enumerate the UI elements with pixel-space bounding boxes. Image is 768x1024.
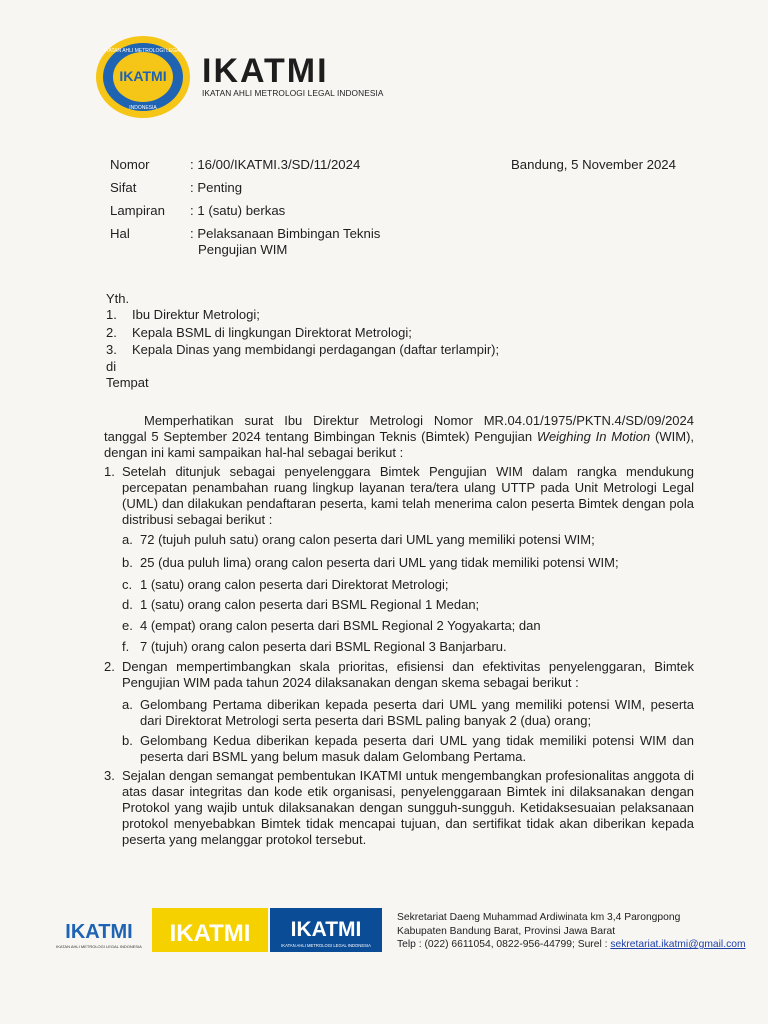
footer-logo-sub: IKATAN AHLI METROLOGI LEGAL INDONESIA — [56, 944, 142, 949]
sifat-label: Sifat — [110, 180, 137, 195]
seal-ring-text: IKATAN AHLI METROLOGI LEGAL — [103, 48, 183, 54]
hal-value-2: Pengujian WIM — [198, 242, 288, 257]
yth-text: Yth. — [106, 291, 130, 306]
tempat-text: Tempat — [106, 375, 149, 390]
ikatmi-seal-logo — [94, 34, 192, 120]
footer-logo-blue — [270, 908, 382, 952]
sub-item-text: 72 (tujuh puluh satu) orang calon peserta dari UML yang memiliki potensi WIM; — [140, 532, 595, 547]
sub-item-num: e. — [122, 618, 133, 633]
brand-subtitle: IKATAN AHLI METROLOGI LEGAL INDONESIA — [202, 88, 384, 98]
footer-logo-text: IKATMI — [290, 918, 362, 941]
footer-logo-sub: IKATAN AHLI METROLOGI LEGAL INDONESIA — [281, 943, 371, 948]
footer-logo-white — [48, 908, 150, 952]
sub-item-num: a. — [122, 532, 133, 547]
recipient-item: Ibu Direktur Metrologi; — [132, 307, 260, 322]
point-number: 3. — [104, 768, 115, 783]
sub-item-text: Gelombang Pertama diberikan kepada peserta dari UML yang memiliki potensi WIM, peserta dari Direktorat Metrologi serta peserta dari BSML paling banyak 2 (dua) orang; — [140, 697, 694, 728]
sub-item-num: d. — [122, 597, 133, 612]
recipient-num: 2. — [106, 325, 117, 340]
seal-bottom-text: INDONESIA — [129, 105, 157, 111]
sub-item-text: 1 (satu) orang calon peserta dari BSML Regional 1 Medan; — [140, 597, 480, 612]
intro-italic: Weighing In Motion — [536, 429, 651, 444]
footer-address-2: Kabupaten Bandung Barat, Provinsi Jawa Barat — [397, 926, 616, 937]
sub-item-num: f. — [122, 639, 130, 654]
sub-item-text: Gelombang Kedua diberikan kepada peserta dari UML yang tidak memiliki potensi WIM dan peserta dari BSML yang belum masuk dalam Gelombang Pertama. — [140, 733, 694, 764]
contact-text: Telp : (022) 6611054, 0822-956-44799; Surel : — [397, 939, 611, 950]
intro-paragraph — [104, 413, 694, 461]
recipient-item: Kepala BSML di lingkungan Direktorat Metrologi; — [132, 325, 412, 340]
sub-item-text: 1 (satu) orang calon peserta dari Direktorat Metrologi; — [140, 577, 449, 592]
letter-date: Bandung, 5 November 2024 — [511, 157, 676, 172]
lampiran-label: Lampiran — [110, 203, 165, 218]
sub-item-num: a. — [122, 697, 133, 712]
point-2-text: Dengan mempertimbangkan skala prioritas, efisiensi dan efektivitas penyelenggaran, Bimtek Pengujian WIM pada tahun 2024 dilaksanakan dengan skema sebagai berikut : — [122, 659, 694, 690]
recipient-num: 1. — [106, 307, 117, 322]
footer-logo-yellow — [152, 908, 268, 952]
sub-item-num: b. — [122, 733, 133, 748]
brand-name: IKATMI — [202, 52, 329, 90]
lampiran-value: : 1 (satu) berkas — [190, 203, 286, 218]
footer-logo-text: IKATMI — [65, 921, 133, 943]
recipient-item: Kepala Dinas yang membidangi perdagangan (daftar terlampir); — [132, 342, 500, 357]
recipient-num: 3. — [106, 342, 117, 357]
sub-item-num: b. — [122, 555, 133, 570]
nomor-label: Nomor — [110, 157, 150, 172]
point-3-text: Sejalan dengan semangat pembentukan IKATMI untuk mengembangkan profesionalitas anggota di atas dasar integritas dan kode etik organisasi, penyelenggaraan Bimtek ini dilaksanakan dengan Protokol yang wajib untuk dilaksanakan dengan sungguh-sungguh. Ketidaksesuaian pelaksanaan protokol menyebabkan Bimtek tidak mencapai tujuan, dan sertifikat tidak akan diberikan kepada peserta yang melanggar protokol tersebut. — [122, 768, 694, 847]
sub-item-text: 4 (empat) orang calon peserta dari BSML Regional 2 Yogyakarta; dan — [140, 618, 541, 633]
sub-item-num: c. — [122, 577, 133, 592]
footer-contact — [397, 938, 746, 952]
intro-text: Memperhatikan surat Ibu Direktur Metrologi Nomor MR.04.01/1975/PKTN.4/SD/09/2024 tanggal 5 September 2024 tentang Bimbingan Teknis (Bimtek) Pengujian — [104, 413, 694, 444]
nomor-value: : 16/00/IKATMI.3/SD/11/2024 — [190, 157, 361, 172]
di-text: di — [106, 359, 117, 374]
point-number: 1. — [104, 464, 115, 479]
sub-item-text: 7 (tujuh) orang calon peserta dari BSML Regional 3 Banjarbaru. — [140, 639, 507, 654]
footer-address-1: Sekretariat Daeng Muhammad Ardiwinata km 3,4 Parongpong — [397, 912, 681, 923]
intro-text-end: (WIM), dengan ini kami sampaikan hal-hal sebagai berikut : — [104, 429, 695, 460]
hal-label: Hal — [110, 226, 130, 241]
sub-item-text: 25 (dua puluh lima) orang calon peserta dari UML yang tidak memiliki potensi WIM; — [140, 555, 619, 570]
hal-value-1: : Pelaksanaan Bimbingan Teknis — [190, 226, 381, 241]
point-number: 2. — [104, 659, 115, 674]
point-1-text: Setelah ditunjuk sebagai penyelenggara Bimtek Pengujian WIM dalam rangka mendukung percepatan penambahan ruang lingkup layanan tera/tera ulang UTTP pada Unit Metrologi Legal (UML) dan dilakukan pendaftaran peserta, kami telah menerima calon peserta Bimtek dengan pola distribusi sebagai berikut : — [122, 464, 694, 527]
email-link[interactable]: sekretariat.ikatmi@gmail.com — [610, 939, 746, 950]
sifat-value: : Penting — [190, 180, 243, 195]
seal-mark-text: IKATMI — [119, 68, 167, 84]
footer-logo-text: IKATMI — [169, 920, 251, 947]
